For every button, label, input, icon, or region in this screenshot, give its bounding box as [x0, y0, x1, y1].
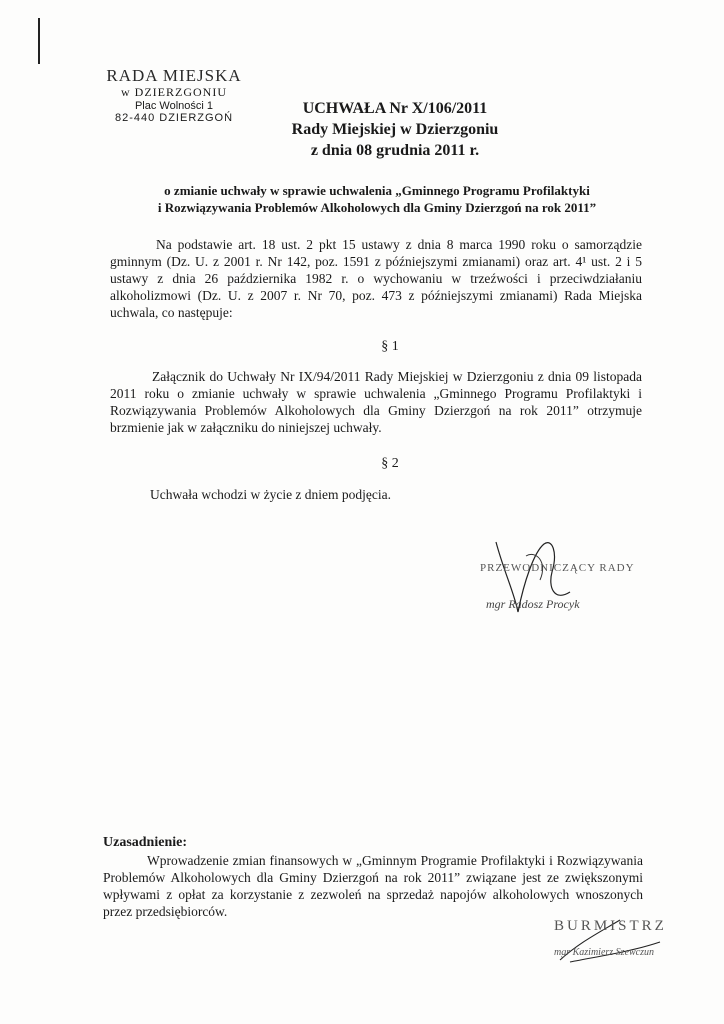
mayor-signature-block: [540, 912, 690, 982]
title-line-1: UCHWAŁA Nr X/106/2011: [302, 100, 488, 117]
stamp-line-4: 82-440 DZIERZGOŃ: [114, 112, 234, 124]
resolution-subject: [112, 182, 642, 216]
subject-line-2: i Rozwiązywania Problemów Alkoholowych dla Gminy Dzierzgoń na rok 2011”: [157, 200, 597, 215]
stamp-line-3: Plac Wolności 1: [134, 100, 214, 112]
legal-basis-paragraph: Na podstawie art. 18 ust. 2 pkt 15 ustawy z dnia 8 marca 1990 roku o samorządzie gminnym (Dz. U. z 2001 r. Nr 142, poz. 1591 z późniejszymi zmianami) oraz art. 4¹ ust. 2 i 5 ustawy z dnia 26 października 1982 r. o wychowaniu w trzeźwości i przeciwdziałaniu alkoholizmowi (Dz. U. z 2007 r. Nr 70, poz. 473 z późniejszymi zmianami) Rada Miejska uchwala, co następuje:: [110, 237, 642, 320]
chairman-role: PRZEWODNICZĄCY RADY: [480, 562, 635, 574]
section-1-mark: § 1: [381, 339, 399, 354]
justification-heading: Uzasadnienie:: [103, 835, 187, 850]
chairman-signature-block: [474, 532, 644, 622]
title-line-2: Rady Miejskiej w Dzierzgoniu: [291, 121, 499, 138]
title-line-3: z dnia 08 grudnia 2011 r.: [310, 142, 480, 159]
section-2-mark: § 2: [381, 456, 399, 471]
resolution-title: [230, 98, 560, 161]
mayor-name: mgr Kazimierz Szewczun: [554, 947, 655, 958]
justification-text: Wprowadzenie zmian finansowych w „Gminnym Programie Profilaktyki i Rozwiązywania Problemów Alkoholowych dla Gminy Dzierzgoń na rok 2011” związane jest ze zwiększonymi wpływami z opłat za korzystanie z zezwoleń na sprzedaż napojów alkoholowych wnoszonych przez przedsiębiorców.: [103, 853, 643, 919]
scan-edge-mark: [38, 18, 40, 64]
section-1-text: Załącznik do Uchwały Nr IX/94/2011 Rady Miejskiej w Dzierzgoniu z dnia 09 listopada 2011 roku o zmianie uchwały w sprawie uchwalenia „Gminnego Programu Profilaktyki i Rozwiązywania Problemów Alkoholowych dla Gminy Dzierzgoń na rok 2011” otrzymuje brzmienie jak w załączniku do niniejszej uchwały.: [110, 369, 642, 435]
section-2-text: Uchwała wchodzi w życie z dniem podjęcia.: [150, 487, 392, 502]
stamp-line-2: w DZIERZGONIU: [121, 85, 227, 99]
stamp-line-1: RADA MIEJSKA: [106, 66, 242, 85]
subject-line-1: o zmianie uchwały w sprawie uchwalenia „Gminnego Programu Profilaktyki: [164, 183, 590, 198]
mayor-role: BURMISTRZ: [554, 918, 667, 934]
chairman-name: mgr Radosz Procyk: [486, 597, 580, 611]
